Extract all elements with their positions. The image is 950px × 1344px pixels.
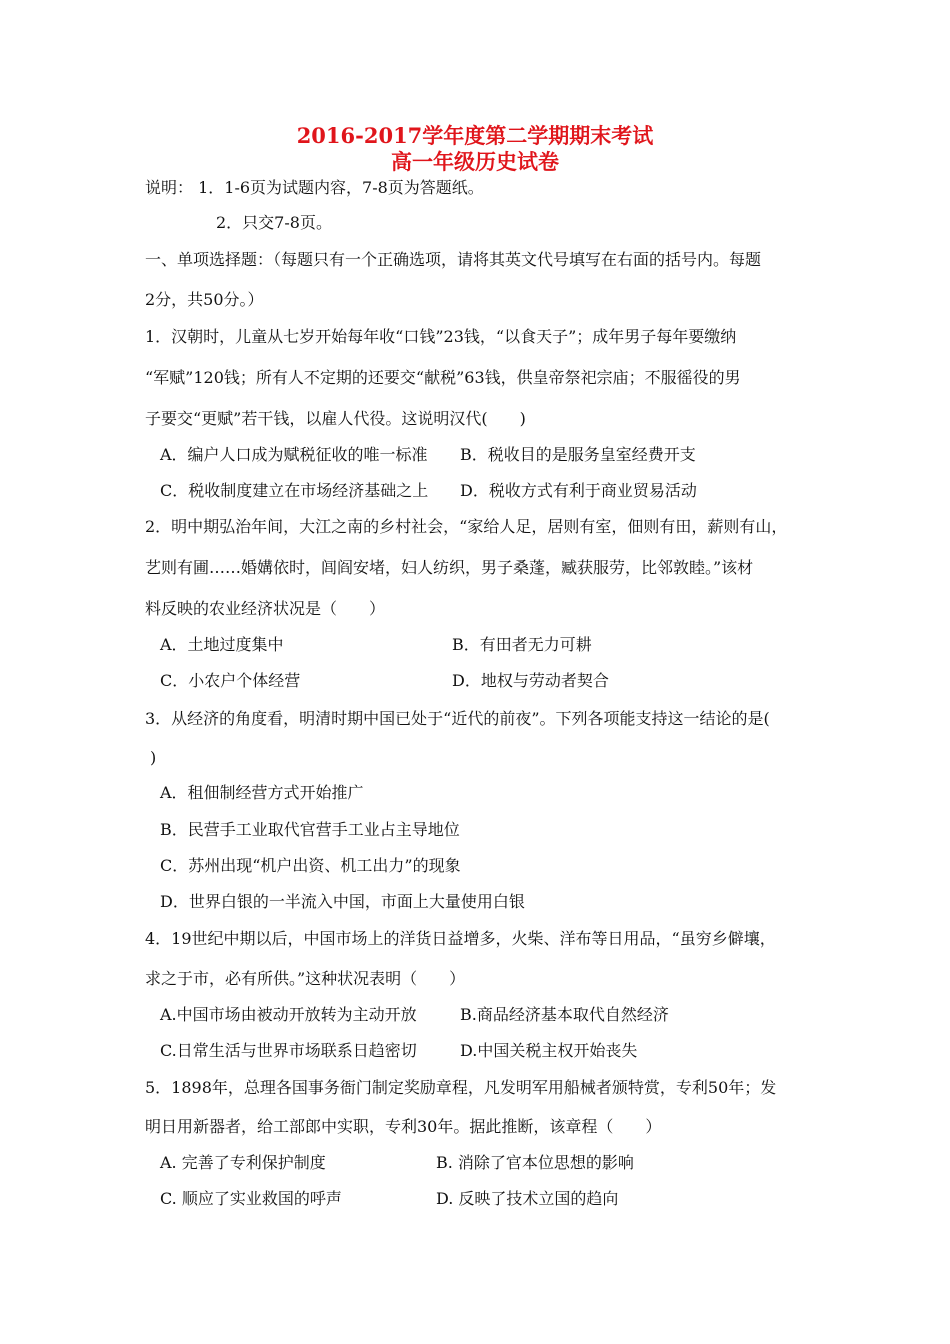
- option-c: C．苏州出现“机户出资、机工出力”的现象: [160, 856, 461, 875]
- question-stem-line: 2．明中期弘治年间，大江之南的乡村社会，“家给人足，居则有室，佃则有田，薪则有山，: [145, 517, 788, 536]
- option-b: B．有田者无力可耕: [452, 635, 592, 654]
- option-d: D．地权与劳动者契合: [452, 671, 609, 690]
- question-stem-line: 4．19世纪中期以后，中国市场上的洋货日益增多，火柴、洋布等日用品，“虽穷乡僻壤，: [145, 929, 776, 948]
- instructions-line-2: 2．只交7-8页。: [216, 213, 332, 232]
- question-stem-line: “军赋”120钱；所有人不定期的还要交“献税”63钱，供皇帝祭祀宗庙；不服徭役的男: [145, 368, 741, 387]
- question-stem-line: 1．汉朝时，儿童从七岁开始每年收“口钱”23钱，“以食天子”；成年男子每年要缴纳: [145, 327, 737, 346]
- option-d: D.中国关税主权开始丧失: [460, 1041, 638, 1060]
- option-a: A．土地过度集中: [160, 635, 284, 654]
- question-stem-line: 求之于市，必有所供。”这种状况表明（ ）: [145, 969, 466, 988]
- option-c: C.日常生活与世界市场联系日趋密切: [160, 1041, 417, 1060]
- option-b: B．税收目的是服务皇室经费开支: [460, 445, 696, 464]
- option-a: A. 完善了专利保护制度: [160, 1153, 326, 1172]
- option-d: D．世界白银的一半流入中国，市面上大量使用白银: [160, 892, 525, 911]
- option-a: A.中国市场由被动开放转为主动开放: [160, 1005, 417, 1024]
- option-b: B.商品经济基本取代自然经济: [460, 1005, 669, 1024]
- option-d: D. 反映了技术立国的趋向: [436, 1189, 619, 1208]
- question-stem-line: 艺则有圃……婚媾依时，闾阎安堵，妇人纺织，男子桑蓬，臧获服劳，比邻敦睦。”该材: [145, 558, 754, 577]
- option-c: C．税收制度建立在市场经济基础之上: [160, 481, 429, 500]
- option-a: A．租佃制经营方式开始推广: [160, 783, 364, 802]
- question-stem-line: 料反映的农业经济状况是（ ）: [145, 599, 386, 618]
- question-stem-line: 明日用新器者，给工部郎中实职，专利30年。据此推断，该章程（ ）: [145, 1117, 662, 1136]
- exam-title: 2016-2017学年度第二学期期末考试: [296, 123, 654, 148]
- exam-subtitle: 高一年级历史试卷: [391, 149, 559, 174]
- option-b: B. 消除了官本位思想的影响: [436, 1153, 634, 1172]
- option-c: C. 顺应了实业救国的呼声: [160, 1189, 342, 1208]
- option-c: C．小农户个体经营: [160, 671, 301, 690]
- section-heading-cont: 2分，共50分。）: [145, 290, 264, 309]
- option-a: A．编户人口成为赋税征收的唯一标准: [160, 445, 428, 464]
- question-stem-line: 子要交“更赋”若干钱，以雇人代役。这说明汉代( ): [145, 409, 526, 428]
- instructions-line-1: 说明： 1．1-6页为试题内容，7-8页为答题纸。: [145, 178, 484, 197]
- option-d: D．税收方式有利于商业贸易活动: [460, 481, 697, 500]
- question-stem-line: 5．1898年，总理各国事务衙门制定奖励章程，凡发明军用船械者颁特赏，专利50年；发: [145, 1078, 777, 1097]
- question-stem-line: ): [150, 748, 157, 767]
- section-heading: 一、单项选择题：（每题只有一个正确选项，请将其英文代号填写在右面的括号内。每题: [145, 250, 762, 269]
- option-b: B．民营手工业取代官营手工业占主导地位: [160, 820, 460, 839]
- question-stem-line: 3．从经济的角度看，明清时期中国已处于“近代的前夜”。下列各项能支持这一结论的是(: [145, 709, 770, 728]
